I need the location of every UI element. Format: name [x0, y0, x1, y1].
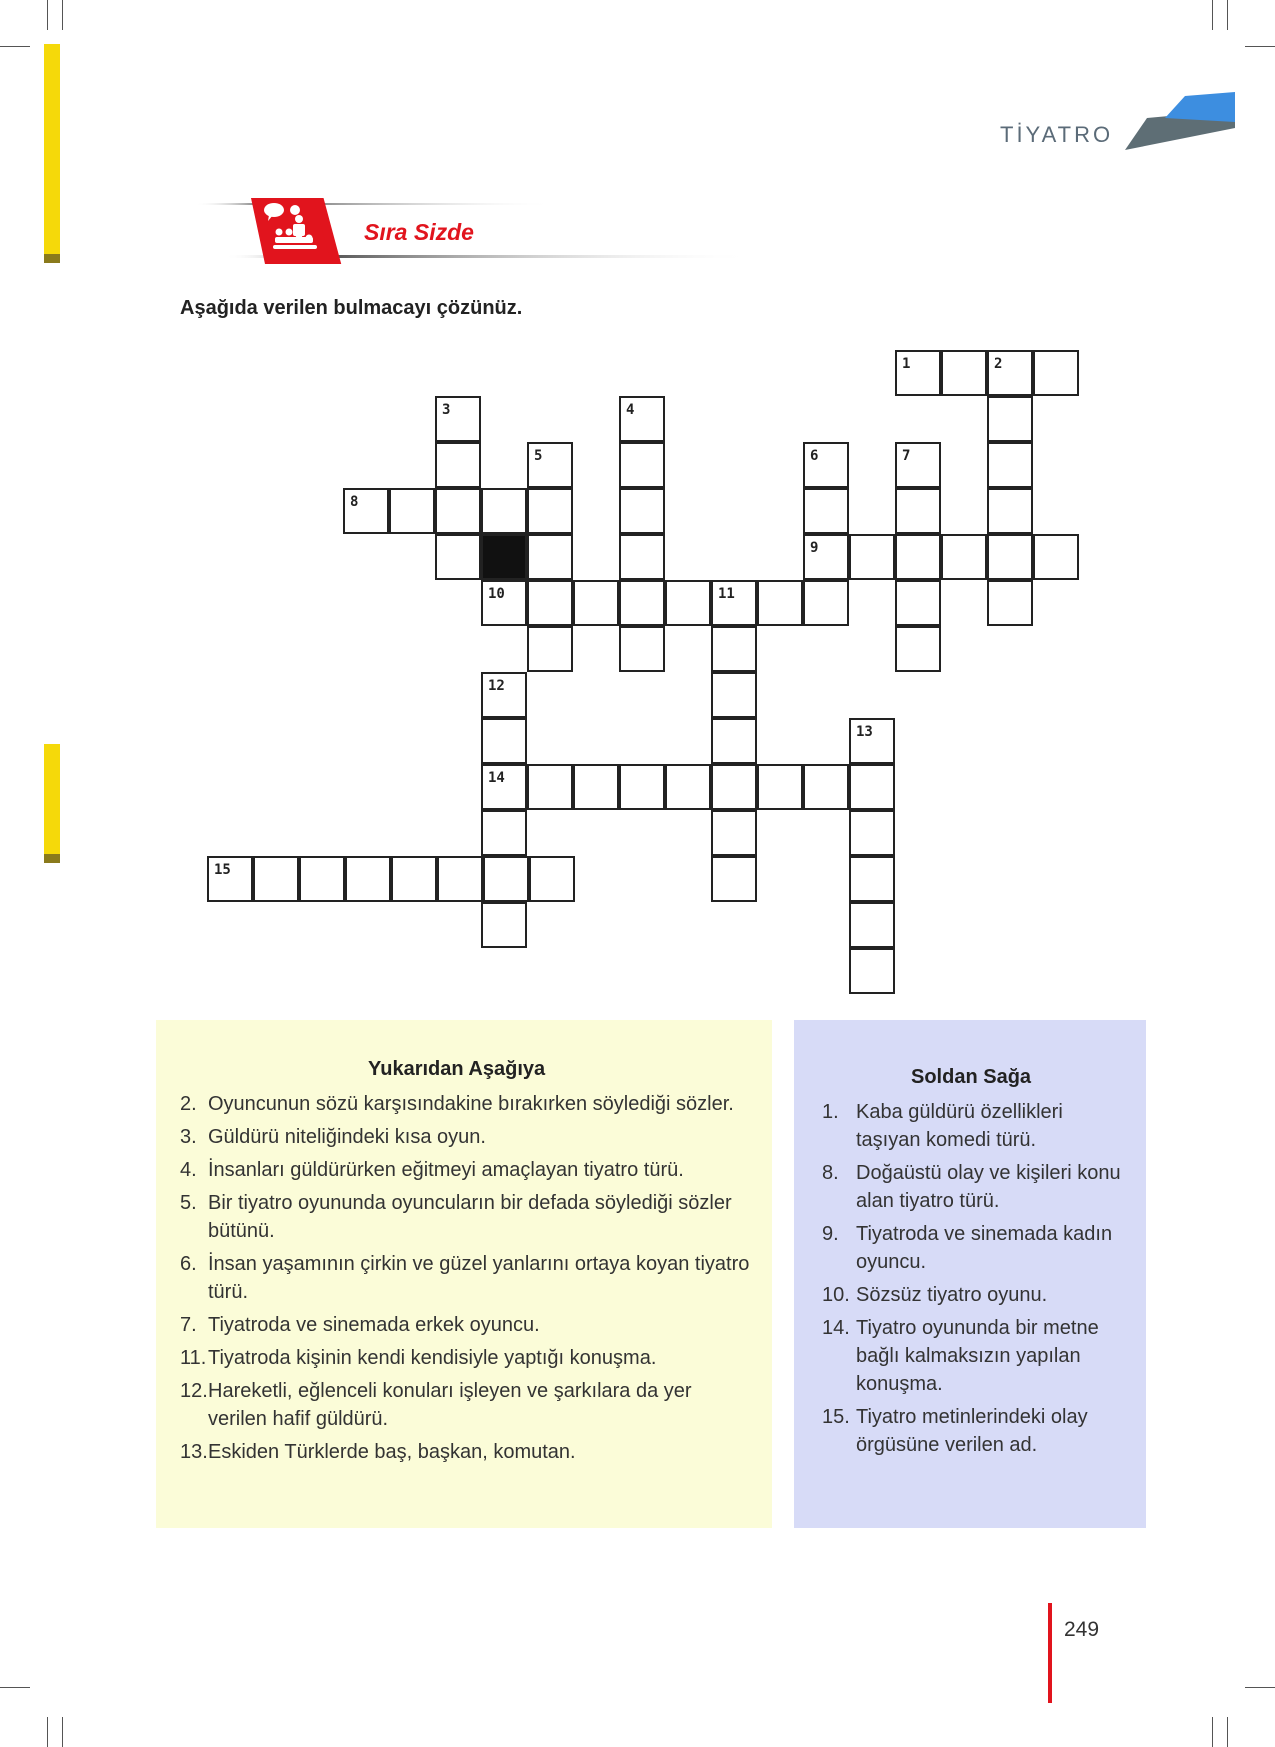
crossword-cell[interactable]	[895, 442, 941, 488]
instruction: Aşağıda verilen bulmacayı çözünüz.	[180, 297, 523, 319]
crossword-cell[interactable]	[527, 764, 573, 810]
crossword-cell[interactable]	[619, 442, 665, 488]
crossword-cell[interactable]	[481, 902, 527, 948]
crossword-cell[interactable]	[849, 718, 895, 764]
crossword-cell[interactable]	[849, 948, 895, 994]
crossword-cell[interactable]	[1033, 534, 1079, 580]
crossword-cell[interactable]	[1033, 350, 1079, 396]
crossword-cell[interactable]	[481, 488, 527, 534]
across-clues-panel	[794, 1020, 1146, 1528]
crossword-cell[interactable]	[345, 856, 391, 902]
crossword-cell[interactable]	[941, 350, 987, 396]
crossword-cell[interactable]	[435, 442, 481, 488]
across-clues-list	[822, 1098, 1122, 1464]
crossword-cell[interactable]	[987, 442, 1033, 488]
clue-number: 11	[718, 586, 735, 602]
crossword-cell[interactable]	[619, 534, 665, 580]
crossword-cell[interactable]	[895, 350, 941, 396]
crossword-cell[interactable]	[711, 672, 757, 718]
crossword-cell[interactable]	[299, 856, 345, 902]
crossword-cell[interactable]	[803, 442, 849, 488]
clue-item: 15. Tiyatro metinlerindeki olay örgüsüne verilen ad.	[822, 1406, 1088, 1456]
clue-item: 3. Güldürü niteliğindeki kısa oyun.	[180, 1126, 486, 1148]
crossword-cell[interactable]	[481, 672, 527, 718]
clue-item: 2. Oyuncunun sözü karşısındakine bırakırken söylediği sözler.	[180, 1093, 734, 1115]
clue-item: 13. Eskiden Türklerde baş, başkan, komutan.	[180, 1441, 576, 1463]
crossword-cell[interactable]	[803, 764, 849, 810]
crossword-cell[interactable]	[711, 626, 757, 672]
clue-number: 8	[350, 494, 359, 510]
crossword-cell[interactable]	[895, 488, 941, 534]
across-clues-title: Soldan Sağa	[911, 1066, 1032, 1088]
clue-number: 12	[488, 678, 505, 694]
crossword-cell[interactable]	[757, 580, 803, 626]
clue-item: 9. Tiyatroda ve sinemada kadın oyuncu.	[822, 1223, 1113, 1273]
crossword-cell[interactable]	[619, 488, 665, 534]
crossword-cell[interactable]	[527, 442, 573, 488]
crossword-cell[interactable]	[527, 534, 573, 580]
crossword-cell[interactable]	[849, 856, 895, 902]
crossword-cell[interactable]	[529, 856, 575, 902]
crossword-cell[interactable]	[987, 488, 1033, 534]
crossword-cell[interactable]	[895, 626, 941, 672]
crossword-cell[interactable]	[849, 902, 895, 948]
crossword-cell[interactable]	[435, 534, 481, 580]
clue-item: 12. Hareketli, eğlenceli konuları işleyen ve şarkılara da yer verilen hafif güldürü.	[180, 1380, 692, 1430]
crossword-cell[interactable]	[481, 718, 527, 764]
clue-item: 14. Tiyatro oyununda bir metne bağlı kalmaksızın yapılan konuşma.	[822, 1317, 1099, 1395]
crossword-cell[interactable]	[483, 856, 529, 902]
crossword-cell[interactable]	[895, 534, 941, 580]
crossword-cell[interactable]	[895, 580, 941, 626]
section-title: TİYATRO	[1000, 122, 1114, 147]
clue-number: 5	[534, 448, 543, 464]
page-number: 249	[1064, 1618, 1100, 1641]
crossword-cell[interactable]	[619, 626, 665, 672]
crossword-cell[interactable]	[207, 856, 253, 902]
crossword-black-cell	[481, 534, 527, 580]
clue-item: 1. Kaba güldürü özellikleri taşıyan komedi türü.	[822, 1101, 1063, 1151]
crossword-cell[interactable]	[803, 488, 849, 534]
crossword-cell[interactable]	[665, 580, 711, 626]
crossword-cell[interactable]	[619, 396, 665, 442]
crossword-cell[interactable]	[527, 580, 573, 626]
crossword-cell[interactable]	[849, 764, 895, 810]
crossword-cell[interactable]	[987, 534, 1033, 580]
crossword-cell[interactable]	[527, 626, 573, 672]
clue-number: 9	[810, 540, 819, 556]
clue-number: 6	[810, 448, 819, 464]
crossword-cell[interactable]	[711, 718, 757, 764]
crossword-cell[interactable]	[619, 764, 665, 810]
crossword-cell[interactable]	[435, 396, 481, 442]
crossword-cell[interactable]	[343, 488, 389, 534]
crossword-cell[interactable]	[941, 534, 987, 580]
crossword-cell[interactable]	[619, 580, 665, 626]
clue-number: 14	[488, 770, 505, 786]
crossword-cell[interactable]	[435, 488, 481, 534]
clue-number: 1	[902, 356, 911, 372]
crossword-cell[interactable]	[573, 764, 619, 810]
crossword-cell[interactable]	[987, 580, 1033, 626]
crossword-cell[interactable]	[987, 350, 1033, 396]
crossword-cell[interactable]	[481, 764, 527, 810]
clue-number: 2	[994, 356, 1003, 372]
down-clues-list	[180, 1090, 750, 1471]
clue-item: 8. Doğaüstü olay ve kişileri konu alan tiyatro türü.	[822, 1162, 1121, 1212]
crossword-cell[interactable]	[481, 580, 527, 626]
crossword-cell[interactable]	[987, 396, 1033, 442]
crossword-cell[interactable]	[389, 488, 435, 534]
crossword-cell[interactable]	[757, 764, 803, 810]
crossword-cell[interactable]	[437, 856, 483, 902]
clue-item: 6. İnsan yaşamının çirkin ve güzel yanlarını ortaya koyan tiyatro türü.	[180, 1253, 750, 1303]
clue-item: 5. Bir tiyatro oyununda oyuncuların bir defada söylediği sözler bütünü.	[180, 1192, 732, 1242]
activity-label: Sıra Sizde	[364, 219, 474, 245]
clue-item: 10. Sözsüz tiyatro oyunu.	[822, 1284, 1048, 1306]
clue-number: 10	[488, 586, 505, 602]
clue-number: 7	[902, 448, 911, 464]
crossword-cell[interactable]	[711, 580, 757, 626]
crossword-cell[interactable]	[391, 856, 437, 902]
crossword-cell[interactable]	[711, 764, 757, 810]
crossword-cell[interactable]	[803, 534, 849, 580]
page-number-rule	[1048, 1603, 1052, 1703]
crossword-cell[interactable]	[665, 764, 711, 810]
clue-number: 13	[856, 724, 873, 740]
clue-item: 4. İnsanları güldürürken eğitmeyi amaçlayan tiyatro türü.	[180, 1159, 684, 1181]
crossword-cell[interactable]	[711, 856, 757, 902]
crossword-cell[interactable]	[849, 534, 895, 580]
clue-item: 7. Tiyatroda ve sinemada erkek oyuncu.	[180, 1314, 540, 1336]
crossword-cell[interactable]	[849, 810, 895, 856]
clue-number: 4	[626, 402, 635, 418]
crossword-cell[interactable]	[573, 580, 619, 626]
clue-number: 3	[442, 402, 451, 418]
crossword-cell[interactable]	[253, 856, 299, 902]
crossword-cell[interactable]	[527, 488, 573, 534]
crossword-cell[interactable]	[711, 810, 757, 856]
clue-number: 15	[214, 862, 231, 878]
clue-item: 11. Tiyatroda kişinin kendi kendisiyle yaptığı konuşma.	[180, 1347, 657, 1369]
down-clues-panel	[156, 1020, 772, 1528]
down-clues-title: Yukarıdan Aşağıya	[368, 1058, 546, 1080]
crossword-cell[interactable]	[803, 580, 849, 626]
crossword-cell[interactable]	[481, 810, 527, 856]
